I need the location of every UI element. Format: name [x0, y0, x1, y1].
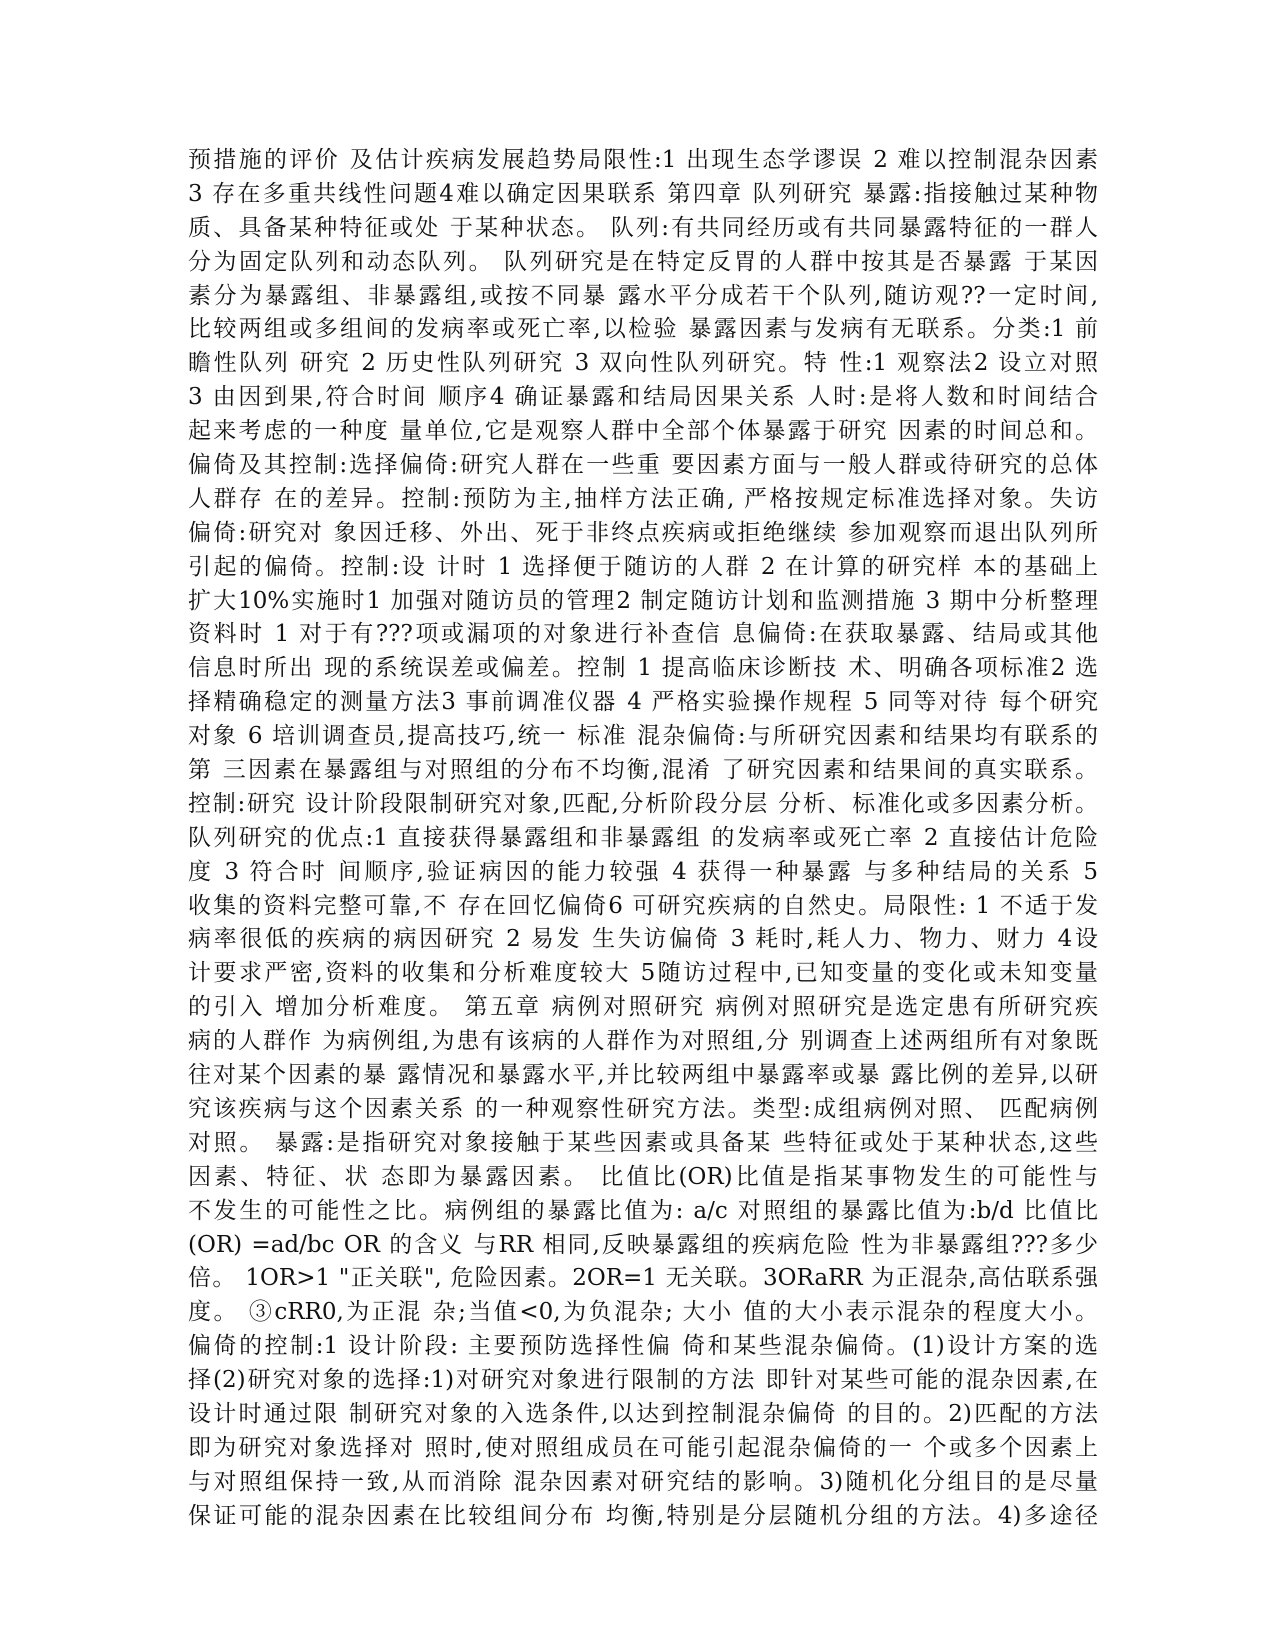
- text-line: 控制:研究 设计阶段限制研究对象,匹配,分析阶段分层 分析、标准化或多因素分析。: [188, 790, 1098, 817]
- text-line: 分为固定队列和动态队列。 队列研究是在特定反胃的人群中按其是否暴露 于某因: [188, 248, 1098, 275]
- text-line: 即为研究对象选择对 照时,使对照组成员在可能引起混杂偏倚的一 个或多个因素上: [188, 1434, 1098, 1461]
- text-line: 偏倚的控制:1 设计阶段: 主要预防选择性偏 倚和某些混杂偏倚。(1)设计方案的选: [188, 1333, 1098, 1360]
- text-line: 究该疾病与这个因素关系 的一种观察性研究方法。类型:成组病例对照、 匹配病例: [188, 1095, 1098, 1122]
- text-line: 偏倚及其控制:选择偏倚:研究人群在一些重 要因素方面与一般人群或待研究的总体: [188, 452, 1098, 479]
- text-line: 与对照组保持一致,从而消除 混杂因素对研究结的影响。3)随机化分组目的是尽量: [188, 1468, 1098, 1495]
- body-text: [188, 144, 1098, 1534]
- text-line: (OR) =ad/bc OR 的含义 与RR 相同,反映暴露组的疾病危险 性为非暴露组???多少: [188, 1231, 1098, 1258]
- text-line: 病的人群作 为病例组,为患有该病的人群作为对照组,分 别调查上述两组所有对象既: [188, 1028, 1098, 1055]
- text-line: 的引入 增加分析难度。 第五章 病例对照研究 病例对照研究是选定患有所研究疾: [188, 994, 1098, 1021]
- text-line: 保证可能的混杂因素在比较组间分布 均衡,特别是分层随机分组的方法。4)多途径: [188, 1502, 1098, 1529]
- text-line: 瞻性队列 研究 2 历史性队列研究 3 双向性队列研究。特 性:1 观察法2 设立对照: [188, 350, 1098, 377]
- text-line: 收集的资料完整可靠,不 存在回忆偏倚6 可研究疾病的自然史。局限性: 1 不适于发: [188, 892, 1098, 919]
- text-line: 病率很低的疾病的病因研究 2 易发 生失访偏倚 3 耗时,耗人力、物力、财力 4设: [188, 926, 1098, 953]
- text-line: 对照。 暴露:是指研究对象接触于某些因素或具备某 些特征或处于某种状态,这些: [188, 1129, 1098, 1156]
- text-line: 择(2)研究对象的选择:1)对研究对象进行限制的方法 即针对某些可能的混杂因素,在: [188, 1367, 1098, 1394]
- text-line: 人群存 在的差异。控制:预防为主,抽样方法正确, 严格按规定标准选择对象。失访: [188, 485, 1098, 512]
- text-line: 扩大10%实施时1 加强对随访员的管理2 制定随访计划和监测措施 3 期中分析整理: [188, 587, 1098, 614]
- text-line: 因素、特征、状 态即为暴露因素。 比值比(OR)比值是指某事物发生的可能性与: [188, 1163, 1098, 1190]
- text-line: 信息时所出 现的系统误差或偏差。控制 1 提高临床诊断技 术、明确各项标准2 选: [188, 655, 1098, 682]
- text-line: 3 由因到果,符合时间 顺序4 确证暴露和结局因果关系 人时:是将人数和时间结合: [188, 384, 1098, 411]
- text-line: 资料时 1 对于有???项或漏项的对象进行补查信 息偏倚:在获取暴露、结局或其他: [188, 621, 1098, 648]
- text-line: 度 3 符合时 间顺序,验证病因的能力较强 4 获得一种暴露 与多种结局的关系 5: [188, 858, 1098, 885]
- text-line: 引起的偏倚。控制:设 计时 1 选择便于随访的人群 2 在计算的研究样 本的基础上: [188, 553, 1098, 580]
- text-line: 度。 ③cRR0,为正混 杂;当值<0,为负混杂; 大小 值的大小表示混杂的程度大小。: [188, 1299, 1098, 1326]
- text-line: 起来考虑的一种度 量单位,它是观察人群中全部个体暴露于研究 因素的时间总和。: [188, 418, 1098, 445]
- text-line: 设计时通过限 制研究对象的入选条件,以达到控制混杂偏倚 的目的。2)匹配的方法: [188, 1400, 1098, 1427]
- text-line: 偏倚:研究对 象因迁移、外出、死于非终点疾病或拒绝继续 参加观察而退出队列所: [188, 519, 1098, 546]
- text-line: 计要求严密,资料的收集和分析难度较大 5随访过程中,已知变量的变化或未知变量: [188, 960, 1098, 987]
- text-line: 往对某个因素的暴 露情况和暴露水平,并比较两组中暴露率或暴 露比例的差异,以研: [188, 1062, 1098, 1089]
- text-line: 队列研究的优点:1 直接获得暴露组和非暴露组 的发病率或死亡率 2 直接估计危险: [188, 824, 1098, 851]
- text-line: 预措施的评价 及估计疾病发展趋势局限性:1 出现生态学谬误 2 难以控制混杂因素: [188, 147, 1098, 173]
- text-line: 素分为暴露组、非暴露组,或按不同暴 露水平分成若干个队列,随访观??一定时间,: [188, 282, 1098, 309]
- text-line: 对象 6 培训调查员,提高技巧,统一 标准 混杂偏倚:与所研究因素和结果均有联系的: [188, 723, 1098, 750]
- text-line: 质、具备某种特征或处 于某种状态。 队列:有共同经历或有共同暴露特征的一群人: [188, 214, 1098, 241]
- text-line: 第 三因素在暴露组与对照组的分布不均衡,混淆 了研究因素和结果间的真实联系。: [188, 757, 1098, 784]
- text-line: 不发生的可能性之比。病例组的暴露比值为: a/c 对照组的暴露比值为:b/d 比值比: [188, 1197, 1098, 1224]
- text-line: 倍。 1OR>1 "正关联", 危险因素。2OR=1 无关联。3ORaRR 为正混杂,高估联系强: [188, 1265, 1098, 1292]
- text-line: 择精确稳定的测量方法3 事前调准仪器 4 严格实验操作规程 5 同等对待 每个研究: [188, 689, 1098, 716]
- text-line: 比较两组或多组间的发病率或死亡率,以检验 暴露因素与发病有无联系。分类:1 前: [188, 316, 1098, 343]
- text-line: 3 存在多重共线性问题4难以确定因果联系 第四章 队列研究 暴露:指接触过某种物: [188, 180, 1098, 207]
